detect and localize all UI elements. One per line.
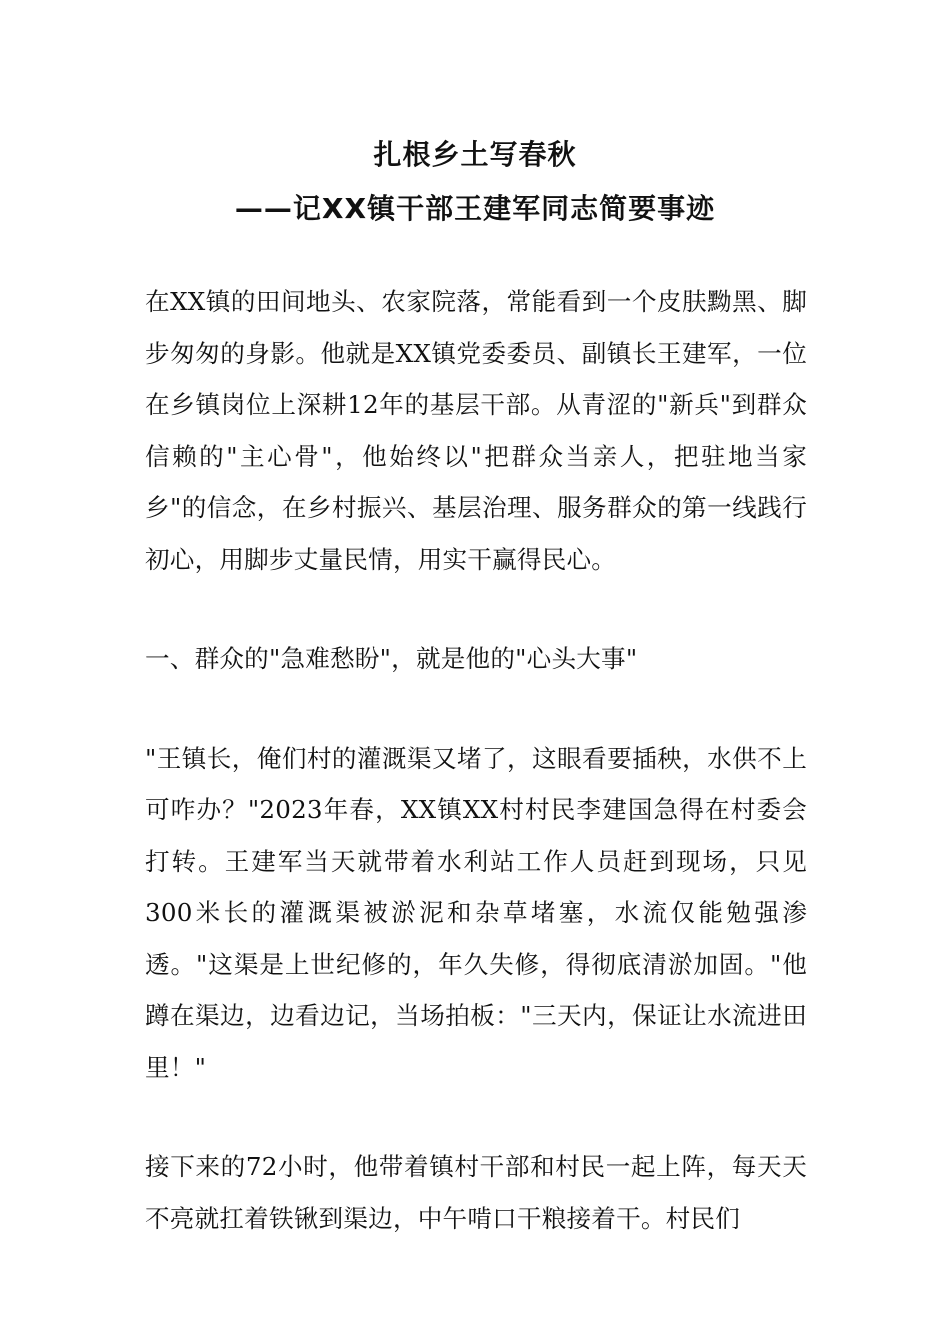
body-paragraph: 接下来的72小时，他带着镇村干部和村民一起上阵，每天天不亮就扛着铁锹到渠边，中午啃口干粮接着干。村民们: [145, 1152, 807, 1233]
body-paragraph: "王镇长，俺们村的灌溉渠又堵了，这眼看要插秧，水供不上可咋办？"2023年春，XX镇XX村村民李建国急得在村委会打转。王建军当天就带着水利站工作人员赶到现场，只见300米长的灌溉渠被淤泥和杂草堵塞，水流仅能勉强渗透。"这渠是上世纪修的，年久失修，得彻底清淤加固。"他蹲在渠边，边看边记，当场拍板："三天内，保证让水流进田里！": [145, 743, 807, 1082]
document-subtitle: ——记XX镇干部王建军同志简要事迹: [234, 192, 716, 225]
title-block: [0, 128, 950, 236]
document-body: [145, 276, 807, 1292]
section-heading: 一、群众的"急难愁盼"，就是他的"心头大事": [145, 644, 638, 673]
intro-paragraph: 在XX镇的田间地头、农家院落，常能看到一个皮肤黝黑、脚步匆匆的身影。他就是XX镇党委委员、副镇长王建军，一位在乡镇岗位上深耕12年的基层干部。从青涩的"新兵"到群众信赖的"主心骨"，他始终以"把群众当亲人，把驻地当家乡"的信念，在乡村振兴、基层治理、服务群众的第一线践行初心，用脚步丈量民情，用实干赢得民心。: [145, 287, 807, 574]
document-title: 扎根乡土写春秋: [373, 138, 577, 171]
